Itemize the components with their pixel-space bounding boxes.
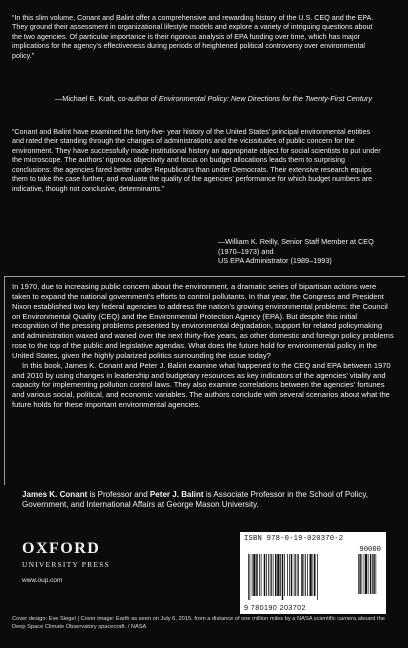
author-bio (22, 490, 398, 511)
barcode-bar (277, 554, 279, 596)
university-press-label: UNIVERSITY PRESS (22, 560, 110, 569)
barcode-bar (298, 554, 299, 596)
barcode-bar (284, 554, 285, 596)
barcode-digits: 9 780190 203702 (244, 603, 306, 612)
barcode-bar (271, 554, 272, 596)
isbn-label: ISBN 978-0-19-020370-2 (244, 535, 344, 543)
barcode-bar (295, 554, 296, 596)
addon-bar (368, 554, 369, 594)
barcode-bar (289, 554, 290, 596)
barcode-bar (313, 554, 314, 596)
barcode-bar (248, 554, 249, 600)
barcode-bar (314, 554, 316, 596)
barcode-bar (266, 554, 267, 596)
blurb-kraft-attribution (55, 94, 372, 104)
barcode-bar (291, 554, 293, 596)
author-name-conant: James K. Conant (22, 490, 88, 499)
barcode-bar (304, 554, 305, 596)
addon-bar (358, 554, 359, 594)
barcode-bar (301, 554, 303, 596)
barcode-box (240, 532, 386, 614)
addon-bar (359, 554, 360, 594)
barcode-bar (294, 554, 295, 596)
barcode-bar (259, 554, 260, 596)
barcode-bar (252, 554, 253, 596)
addon-bar (364, 554, 365, 594)
barcode-bar (305, 554, 306, 596)
description-paragraph-1: In 1970, due to increasing public concern about the environment, a dramatic series of bipartisan actions were taken to expand the national government’s efforts to control pollutants. In that year, the Congress and President Nixon established two key federal agencies to address the nation’s growing environmental problems: the Council on Environmental Quality (CEQ) and the Environmental Protection Agency (EPA). But despite this initial recognition of the pressing problems presented by environmental degradation, support for related policymaking and administration waxed and waned over the next thirty-five years, as other domestic and foreign policy problems rose to the top of the public and legislative agendas. What does the future hold for environmental policy in the United States, given the highly polarized politics surrounding the issue today? (12, 282, 394, 360)
author-bio-rest: is Associate Professor in the School of Policy, Government, and International Affairs at George Mason University. (22, 490, 369, 510)
barcode-bar (297, 554, 298, 596)
addon-bar (372, 554, 373, 594)
publisher-website: www.oup.com (22, 577, 63, 584)
barcode-bar (273, 554, 274, 596)
price-code: 90000 (359, 546, 381, 554)
publisher-logo (22, 540, 142, 584)
attribution-line-2: US EPA Administrator (1989–1993) (218, 256, 332, 266)
barcode-bar (261, 554, 262, 596)
barcode-bar (264, 554, 266, 596)
barcode-bar (250, 554, 251, 600)
addon-bar (370, 554, 371, 594)
barcode-bar (268, 554, 269, 596)
addon-bar (365, 554, 367, 594)
oxford-wordmark: OXFORD (22, 540, 101, 557)
blurb-reilly: “Conant and Balint have examined the forty-five- year history of the United States’ principal environmental entities and rated their standing through the changes of administrations and the vicissitudes of public concern for the environment. They have successfully made institutional history an appropriate object for social scientists to put under the microscope. The authors’ rigorous objectivity and focus on budget allocations leads them to surprising conclusions: the agencies fared better under Republicans than under Democrats. Their extensive research equips them to take the case further, and evaluate the quality of the agencies’ performance for which budget numbers are indicative, though not conclusive, determinants.” (12, 128, 381, 193)
blurb-reilly-attribution (218, 237, 398, 266)
blurb-kraft: “In this slim volume, Conant and Balint offer a comprehensive and rewarding history of the U.S. CEQ and the EPA. They ground their assessment in organizational lifestyle models and explore a variety of intriguing questions about the two agencies. Of particular importance is their rigorous analysis of EPA funding over time, which has major implications for the agency’s effectiveness during periods of heightened political controversy over environmental policy.” (12, 14, 374, 60)
addon-bar (373, 554, 374, 594)
attribution-line-1: —William K. Reilly, Senior Staff Member at CEQ (1970–1973) and (218, 237, 374, 256)
attribution-prefix: —Michael E. Kraft, co-author of (55, 94, 159, 103)
cover-credits: Cover design: Eve Siegel | Cover image: Earth as seen on July 6, 2015, from a distance of one million miles by a NASA scientific camera aboard the Deep Space Climate Observatory spacecraft. / NASA (12, 616, 385, 630)
barcode-bar (317, 554, 318, 600)
barcode-bar (253, 554, 255, 596)
description-paragraph-2: In this book, James K. Conant and Peter J. Balint examine what happened to the CEQ and EPA between 1970 and 2010 by using changes in leadership and budgetary resources as key indicators of the agencies’ vitality and capacity for implementing pollution control laws. They also examine correlations between the agencies’ fortunes and various social, political, and economic variables. The authors conclude with several scenarios about what the future holds for these important environmental agencies. (12, 360, 391, 410)
author-name-balint: Peter J. Balint (149, 490, 204, 499)
barcode-bar (310, 554, 312, 596)
addon-bar (376, 554, 377, 594)
barcode-bar (275, 554, 277, 596)
addon-barcode (358, 554, 382, 594)
book-description (12, 282, 394, 410)
author-bio-mid: is Professor and (87, 490, 150, 499)
attribution-book-title: Environmental Policy: New Directions for the Twenty-First Century (158, 94, 372, 103)
barcode-bar (287, 554, 288, 596)
ean-barcode (248, 554, 356, 600)
barcode-bar (256, 554, 258, 596)
barcode-bar (280, 554, 281, 596)
barcode-bar (307, 554, 308, 596)
addon-bar (362, 554, 363, 594)
barcode-bar (282, 554, 284, 600)
barcode-bar (270, 554, 271, 596)
